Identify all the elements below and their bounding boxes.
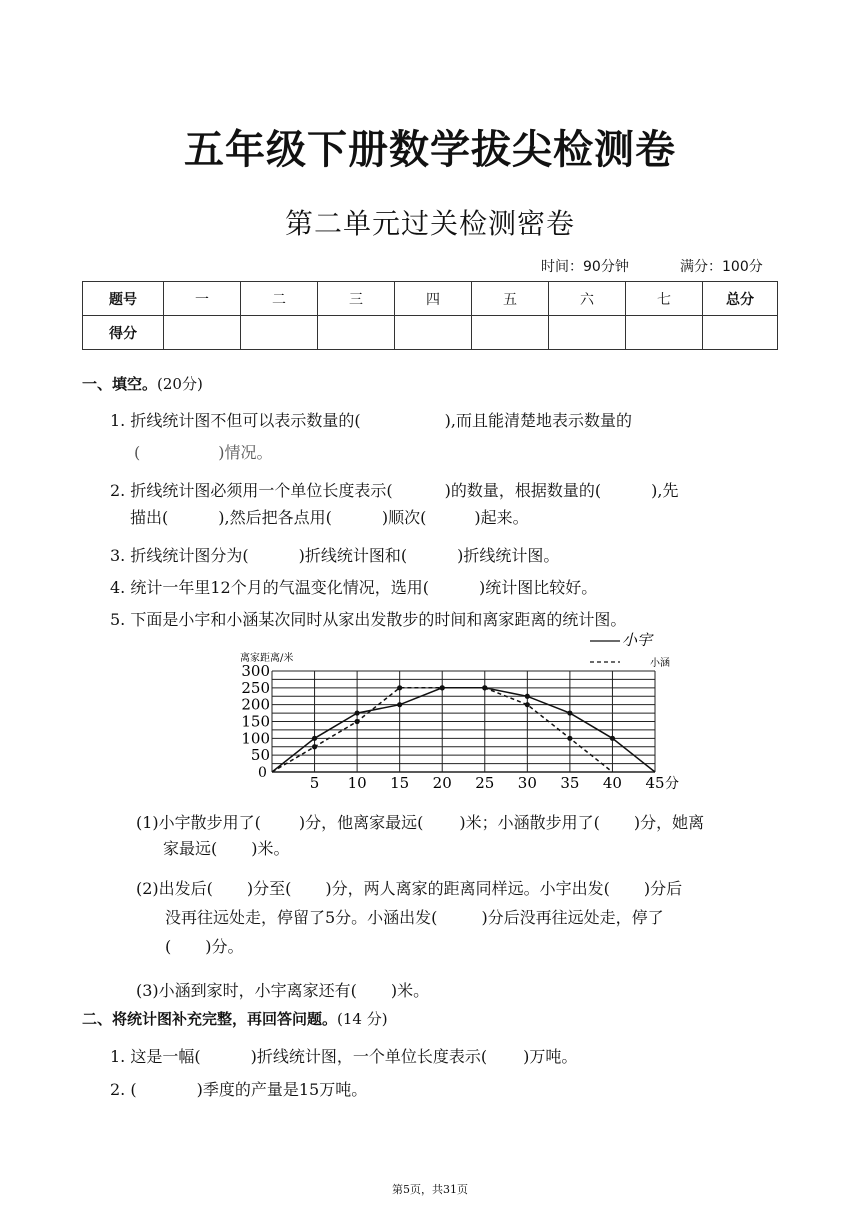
q5-1-text-e: 家最远( xyxy=(163,839,218,858)
chart-legend xyxy=(590,632,670,669)
question-4 xyxy=(110,575,597,598)
score-cell: 六 xyxy=(549,282,626,316)
q3-text-c: )折线统计图。 xyxy=(457,546,560,565)
x-tick-label: 5 xyxy=(309,774,320,792)
section-1-heading xyxy=(82,373,203,394)
section-2-question-1 xyxy=(110,1044,577,1067)
q5-1-text-f: )米。 xyxy=(251,839,290,858)
data-point xyxy=(567,710,572,715)
question-2-line-2 xyxy=(130,505,529,528)
q1-text-b: ),而且能清楚地表示数量的 xyxy=(444,411,632,430)
x-tick-label: 10 xyxy=(347,774,367,792)
y-axis-label: 离家距离/米 xyxy=(240,653,294,664)
section-2-question-2 xyxy=(110,1077,367,1100)
q5-2-text-a: (2)出发后( xyxy=(136,879,213,898)
section-1-points: (20分) xyxy=(157,375,203,393)
x-tick-label: 30 xyxy=(517,774,537,792)
s2q2-text-a: 2. ( xyxy=(110,1080,137,1099)
q2-text-f: )顺次( xyxy=(381,508,427,527)
section-2-heading xyxy=(82,1008,388,1029)
score-input-cell[interactable] xyxy=(549,316,626,350)
question-5 xyxy=(110,607,626,630)
score-table-score-row xyxy=(83,316,778,350)
data-point xyxy=(482,685,487,690)
chart-grid xyxy=(272,671,655,772)
q5-2-text-h: )分。 xyxy=(205,937,244,956)
score-input-cell[interactable] xyxy=(395,316,472,350)
data-point xyxy=(525,694,530,699)
question-5-1-line-1 xyxy=(136,810,704,833)
score-input-cell[interactable] xyxy=(703,316,778,350)
score-cell: 三 xyxy=(318,282,395,316)
question-5-2-line-2 xyxy=(165,905,664,928)
origin-label: 0 xyxy=(258,765,267,781)
y-tick-label: 300 xyxy=(241,662,270,680)
score-table-header-row xyxy=(83,282,778,316)
x-tick-labels xyxy=(310,774,665,792)
q5-2-text-c: )分，两人离家的距离同样远。小宇出发( xyxy=(325,879,610,898)
data-point xyxy=(567,736,572,741)
exam-time: 时间：90分钟 xyxy=(541,259,629,275)
question-number: 1. xyxy=(110,411,126,430)
x-tick-label: 45 xyxy=(645,774,665,792)
q5-2-text-g: ( xyxy=(165,937,172,956)
y-tick-label: 250 xyxy=(241,678,270,697)
y-tick-label: 150 xyxy=(241,712,270,731)
data-point xyxy=(355,719,360,724)
score-table xyxy=(82,281,778,350)
y-tick-label: 50 xyxy=(250,746,270,765)
q2-text-d: 描出( xyxy=(130,508,169,527)
q5-1-text-d: )分，她离 xyxy=(633,813,705,832)
section-2-points: (14 分) xyxy=(337,1010,388,1028)
q5-2-text-d: )分后 xyxy=(643,879,683,898)
q1-text-a: 折线统计图不但可以表示数量的( xyxy=(130,411,361,430)
s2q1-text-c: )万吨。 xyxy=(523,1047,578,1066)
q2-text-b: )的数量，根据数量的( xyxy=(444,481,602,500)
q5-1-text-c: )米；小涵散步用了( xyxy=(459,813,600,832)
exam-full-score: 满分：100分 xyxy=(680,259,763,275)
s2q1-text-b: )折线统计图，一个单位长度表示( xyxy=(250,1047,488,1066)
score-input-cell[interactable] xyxy=(164,316,241,350)
chart-series xyxy=(272,685,655,772)
q2-text-c: ),先 xyxy=(651,481,679,500)
question-2-line-1 xyxy=(110,478,678,501)
q2-text-g: )起来。 xyxy=(474,508,529,527)
score-row-label: 得分 xyxy=(83,316,164,350)
distance-time-line-chart xyxy=(230,632,700,792)
question-number: 5. xyxy=(110,610,126,629)
page-title: 五年级下册数学拔尖检测卷 xyxy=(184,127,676,173)
q4-text-a: 统计一年里12个月的气温变化情况，选用( xyxy=(130,578,429,597)
score-input-cell[interactable] xyxy=(241,316,318,350)
x-tick-label: 15 xyxy=(390,774,410,792)
question-3 xyxy=(110,543,559,566)
y-tick-label: 200 xyxy=(241,695,270,714)
q1-text-d: )情况。 xyxy=(218,443,273,462)
legend-label: 小涵 xyxy=(650,658,670,669)
question-5-1-line-2 xyxy=(163,836,290,859)
score-input-cell[interactable] xyxy=(318,316,395,350)
data-point xyxy=(397,702,402,707)
score-input-cell[interactable] xyxy=(472,316,549,350)
x-tick-label: 25 xyxy=(475,774,495,792)
question-1-line-1 xyxy=(110,408,632,431)
y-tick-label: 100 xyxy=(241,729,270,748)
data-point xyxy=(355,710,360,715)
question-5-3 xyxy=(136,978,429,1001)
page-footer: 第5页，共31页 xyxy=(392,1183,468,1196)
legend-label: 小宇 xyxy=(622,632,653,649)
y-tick-labels xyxy=(241,662,270,764)
score-cell: 二 xyxy=(241,282,318,316)
data-point xyxy=(440,685,445,690)
question-number: 2. xyxy=(110,481,126,500)
question-1-line-2 xyxy=(134,440,273,463)
x-tick-label: 20 xyxy=(432,774,452,792)
q1-text-c: ( xyxy=(134,443,141,462)
question-5-2-line-1 xyxy=(136,876,682,899)
data-point xyxy=(312,744,317,749)
section-1-title: 一、填空。 xyxy=(82,375,158,393)
data-point xyxy=(525,702,530,707)
score-cell: 四 xyxy=(395,282,472,316)
question-number: 4. xyxy=(110,578,126,597)
q3-text-b: )折线统计图和( xyxy=(298,546,408,565)
question-5-2-line-3 xyxy=(165,934,244,957)
q5-1-text-b: )分，他离家最远( xyxy=(298,813,424,832)
q5-1-text-a: (1)小宇散步用了( xyxy=(136,813,261,832)
score-cell: 一 xyxy=(164,282,241,316)
score-cell: 五 xyxy=(472,282,549,316)
question-number: 3. xyxy=(110,546,126,565)
s2q1-text-a: 1. 这是一幅( xyxy=(110,1047,201,1066)
x-tick-label: 40 xyxy=(602,774,622,792)
score-input-cell[interactable] xyxy=(626,316,703,350)
score-cell: 题号 xyxy=(83,282,164,316)
x-axis-unit: 分 xyxy=(665,776,679,792)
data-point xyxy=(397,685,402,690)
score-cell: 七 xyxy=(626,282,703,316)
q5-2-text-f: )分后没再往远处走，停了 xyxy=(481,908,664,927)
q2-text-e: ),然后把各点用( xyxy=(218,508,332,527)
q5-2-text-e: 没再往远处走，停留了5分。小涵出发( xyxy=(165,908,438,927)
data-point xyxy=(610,736,615,741)
data-point xyxy=(312,736,317,741)
q5-2-text-b: )分至( xyxy=(246,879,292,898)
q3-text-a: 折线统计图分为( xyxy=(130,546,249,565)
q5-3-text-a: (3)小涵到家时，小宇离家还有( xyxy=(136,981,357,1000)
q5-text: 下面是小宇和小涵某次同时从家出发散步的时间和离家距离的统计图。 xyxy=(130,610,627,629)
section-2-title: 二、将统计图补充完整，再回答问题。 xyxy=(82,1010,338,1028)
page-subtitle: 第二单元过关检测密卷 xyxy=(284,207,575,240)
q2-text-a: 折线统计图必须用一个单位长度表示( xyxy=(130,481,393,500)
x-tick-label: 35 xyxy=(560,774,580,792)
q4-text-b: )统计图比较好。 xyxy=(478,578,598,597)
score-cell: 总分 xyxy=(703,282,778,316)
q5-3-text-b: )米。 xyxy=(390,981,430,1000)
s2q2-text-b: )季度的产量是15万吨。 xyxy=(196,1080,368,1099)
